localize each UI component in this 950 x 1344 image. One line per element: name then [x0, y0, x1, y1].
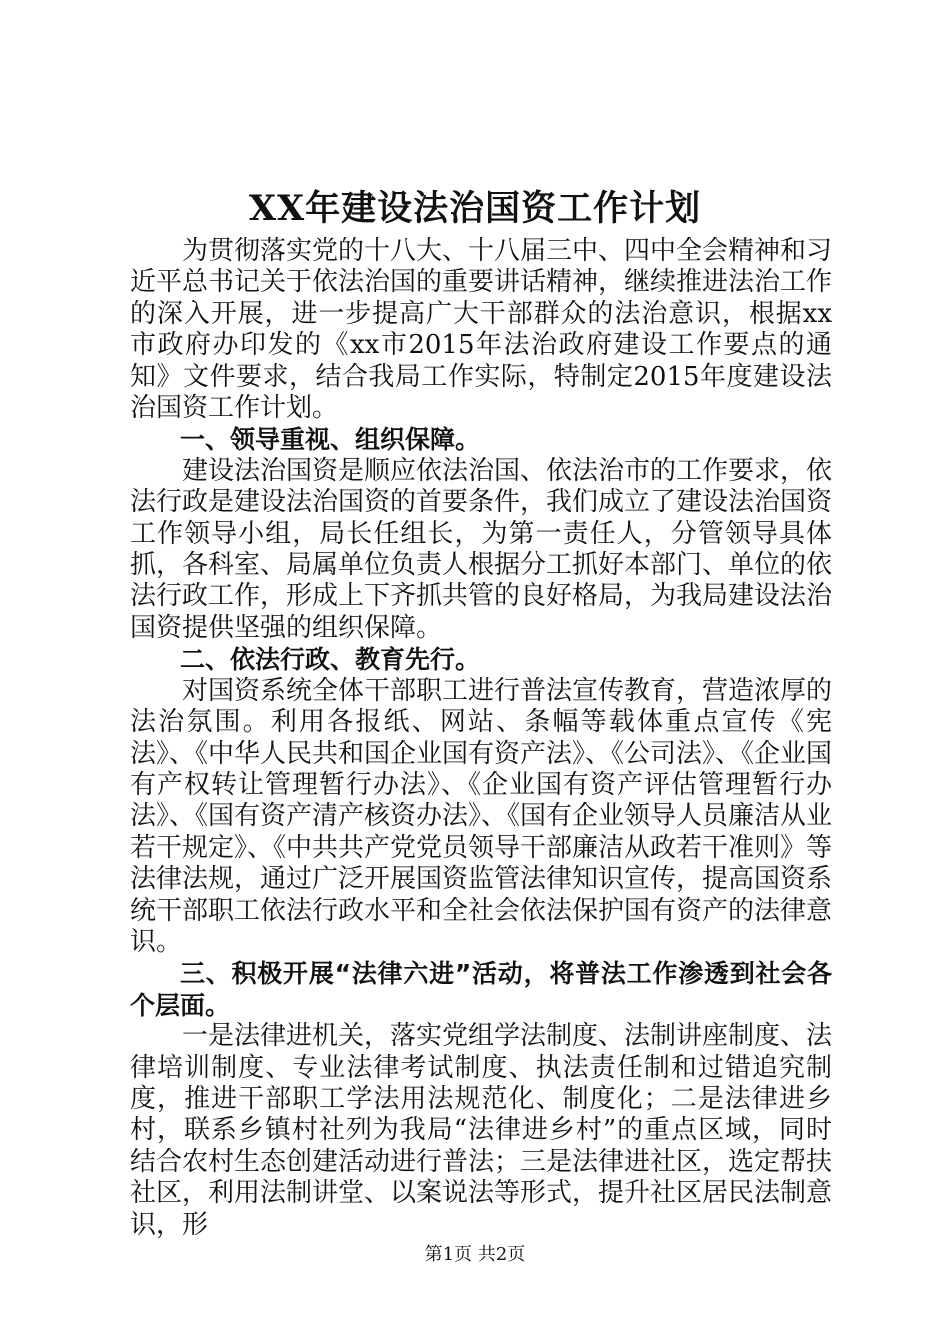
intro-paragraph: 为贯彻落实党的十八大、十八届三中、四中全会精神和习近平总书记关于依法治国的重要讲话精神，继续推进法治工作的深入开展，进一步提高广大干部群众的法治意识，根据xx市政府办印发的《xx市2015年法治政府建设工作要点的通知》文件要求，结合我局工作实际，特制定2015年度建设法治国资工作计划。 [130, 236, 833, 424]
section-heading-1: 一、领导重视、组织保障。 [180, 425, 481, 455]
section-3-paragraph: 一是法律进机关，落实党组学法制度、法制讲座制度、法律培训制度、专业法律考试制度、执法责任制和过错追究制度，推进干部职工学法用法规范化、制度化；二是法律进乡村，联系乡镇村社列为我局“法律进乡村”的重点区域，同时结合农村生态创建活动进行普法；三是法律进社区，选定帮扶社区，利用法制讲堂、以案说法等形式，提升社区居民法制意识，形 [130, 1021, 833, 1240]
section-2-paragraph: 对国资系统全体干部职工进行普法宣传教育，营造浓厚的法治氛围。利用各报纸、网站、条幅等载体重点宣传《宪法》、《中华人民共和国企业国有资产法》、《公司法》、《企业国有产权转让管理暂行办法》、《企业国有资产评估管理暂行办法》、《国有资产清产核资办法》、《国有企业领导人员廉洁从业若干规定》、《中共共产党党员领导干部廉洁从政若干准则》等法律法规，通过广泛开展国资监管法律知识宣传，提高国资系统干部职工依法行政水平和全社会依法保护国有资产的法律意识。 [130, 675, 833, 957]
page-number-footer: 第1页 共2页 [424, 1244, 526, 1265]
section-1-paragraph: 建设法治国资是顺应依法治国、依法治市的工作要求，依法行政是建设法治国资的首要条件，我们成立了建设法治国资工作领导小组，局长任组长，为第一责任人，分管领导具体抓，各科室、局属单位负责人根据分工抓好本部门、单位的依法行政工作，形成上下齐抓共管的良好格局，为我局建设法治国资提供坚强的组织保障。 [130, 455, 833, 643]
document-title: XX年建设法治国资工作计划 [248, 188, 702, 229]
document-body [130, 236, 832, 1241]
section-heading-3: 三、积极开展“法律六进”活动，将普法工作渗透到社会各个层面。 [130, 959, 832, 1020]
section-heading-2: 二、依法行政、教育先行。 [180, 645, 481, 675]
